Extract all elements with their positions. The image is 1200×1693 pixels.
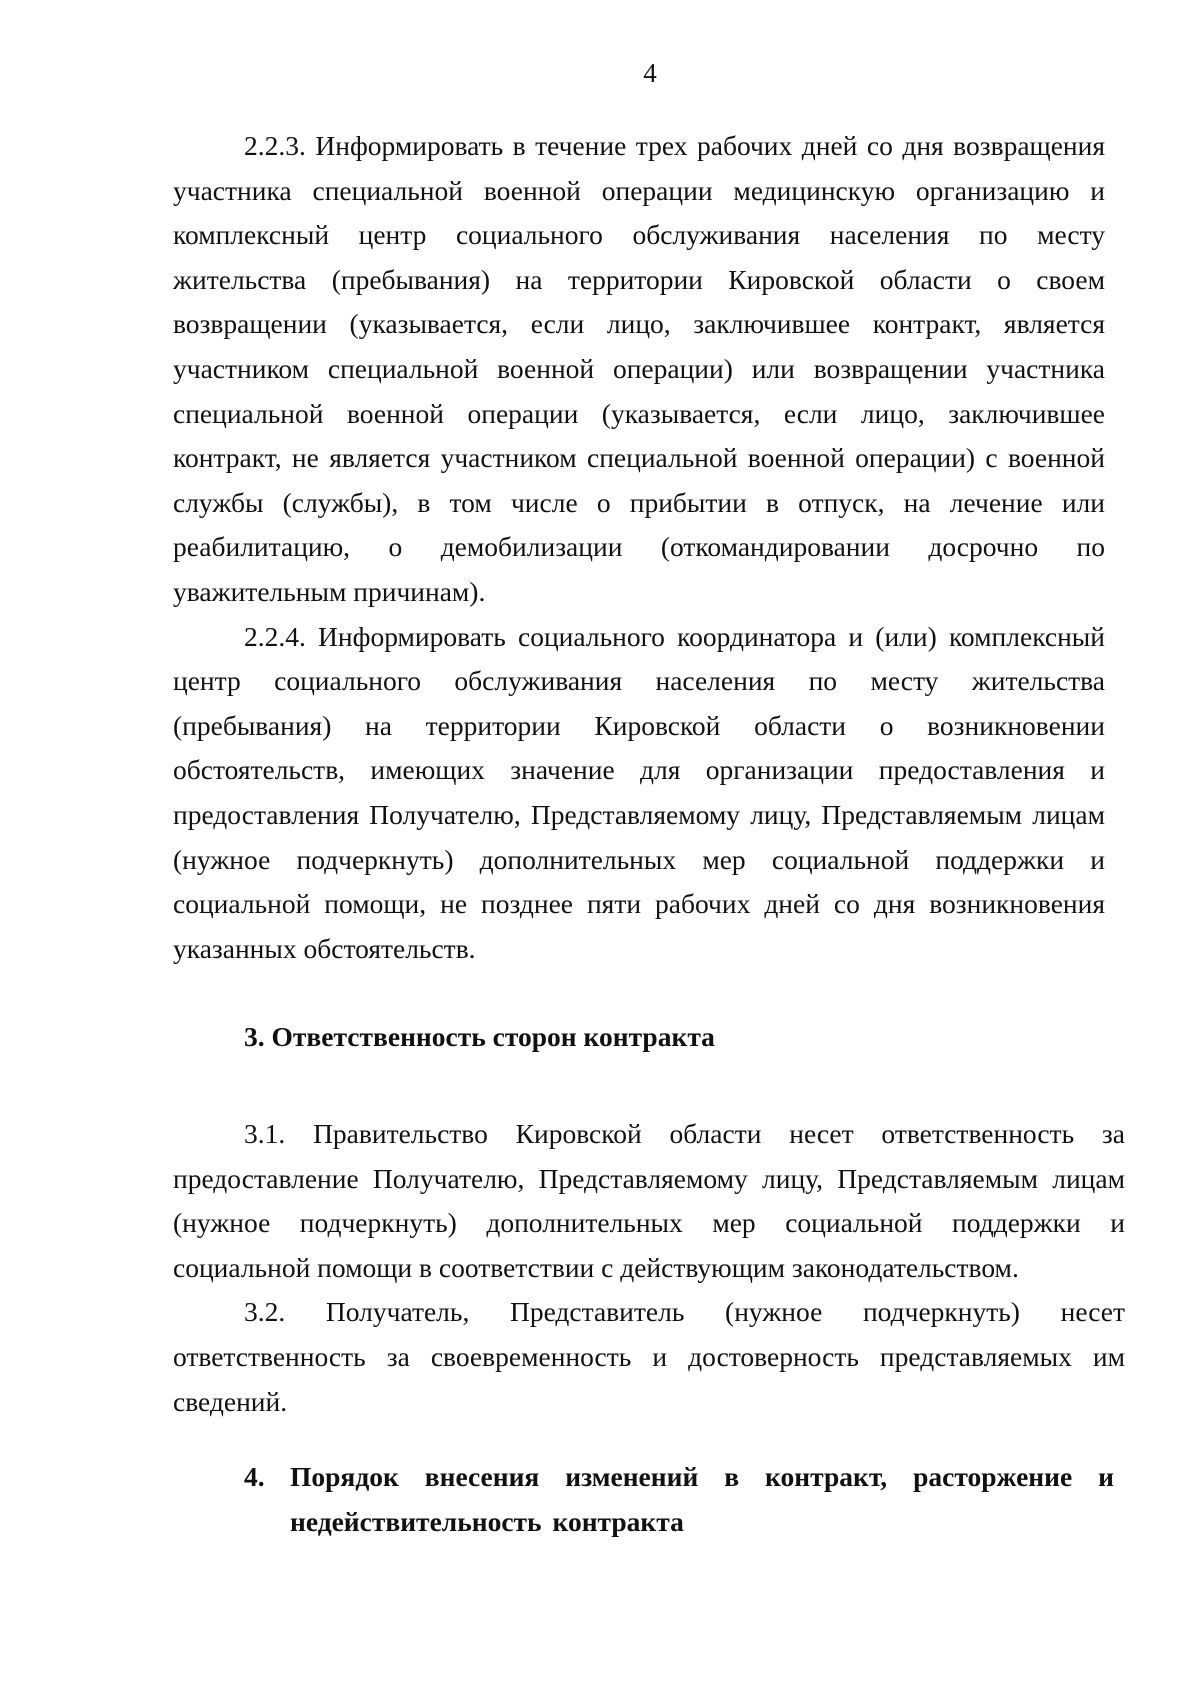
section-3-heading: 3. Ответственность сторон контракта: [244, 1021, 715, 1052]
section-4-heading: [244, 1455, 1114, 1544]
section-3-body: [173, 1112, 1125, 1424]
paragraph-3-2: 3.2. Получатель, Представитель (нужное подчеркнуть) несет ответственность за своевременность и достоверность представляемых им сведений.: [173, 1296, 1125, 1417]
paragraph-2-2-4: 2.2.4. Информировать социального координатора и (или) комплексный центр социального обслуживания населения по месту жительства (пребывания) на территории Кировской области о возникновении обстоятельств, имеющих значение для организации предоставления и предоставления Получателю, Представляемому лицу, Представляемым лицам (нужное подчеркнуть) дополнительных мер социальной поддержки и социальной помощи, не позднее пяти рабочих дней со дня возникновения указанных обстоятельств.: [173, 620, 1105, 964]
paragraph-2-2-3: 2.2.3. Информировать в течение трех рабочих дней со дня возвращения участника специальной военной операции медицинскую организацию и комплексный центр социального обслуживания населения по месту жительства (пребывания) на территории Кировской области о своем возвращении (указывается, если лицо, заключившее контракт, является участником специальной военной операции) или возвращении участника специальной военной операции (указывается, если лицо, заключившее контракт, не является участником специальной военной операции) с военной службы (службы), в том числе о прибытии в отпуск, на лечение или реабилитацию, о демобилизации (откомандировании досрочно по уважительным причинам).: [173, 130, 1105, 607]
section-4-heading-number: 4.: [244, 1461, 265, 1492]
section-4-heading-text: Порядок внесения изменений в контракт, расторжение и недействительность контракта: [290, 1461, 1114, 1537]
section-2-body: [173, 124, 1105, 971]
paragraph-3-1: 3.1. Правительство Кировской области несет ответственность за предоставление Получателю, Представляемому лицу, Представляемым лицам (нужное подчеркнуть) дополнительных мер социальной поддержки и социальной помощи в соответствии с действующим законодательством.: [173, 1118, 1125, 1283]
page-number: 4: [643, 58, 657, 88]
